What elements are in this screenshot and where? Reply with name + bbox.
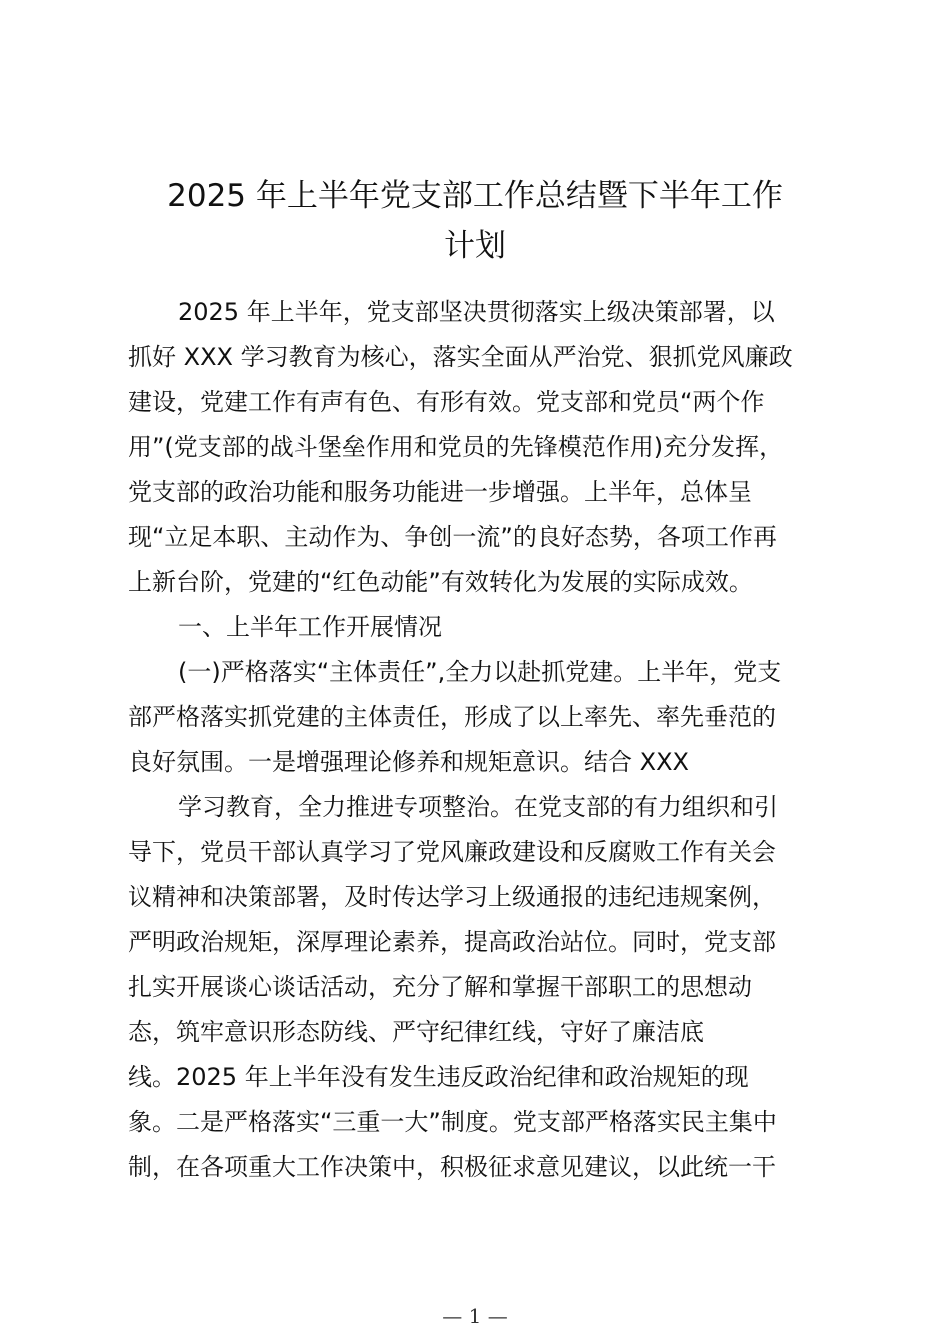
document-title-line-2: 计划 bbox=[444, 228, 506, 264]
body-line-6: 现“立足本职、主动作为、争创一流”的良好态势，各项工作再 bbox=[128, 523, 777, 551]
body-line-19: 象。二是严格落实“三重一大”制度。党支部严格落实民主集中 bbox=[128, 1108, 777, 1136]
body-line-17: 态，筑牢意识形态防线、严守纪律红线，守好了廉洁底 bbox=[128, 1018, 704, 1046]
body-line-20: 制，在各项重大工作决策中，积极征求意见建议，以此统一干 bbox=[128, 1153, 776, 1181]
body-line-12: 学习教育，全力推进专项整治。在党支部的有力组织和引 bbox=[178, 793, 778, 821]
body-line-7: 上新台阶，党建的“红色动能”有效转化为发展的实际成效。 bbox=[128, 568, 753, 596]
body-line-4: 用”(党支部的战斗堡垒作用和党员的先锋模范作用)充分发挥， bbox=[128, 433, 784, 461]
body-line-18: 线。2025 年上半年没有发生违反政治纪律和政治规矩的现 bbox=[128, 1063, 749, 1091]
body-line-16: 扎实开展谈心谈话活动，充分了解和掌握干部职工的思想动 bbox=[128, 973, 752, 1001]
section-heading: 一、上半年工作开展情况 bbox=[178, 613, 442, 641]
body-line-1: 2025 年上半年，党支部坚决贯彻落实上级决策部署，以 bbox=[178, 298, 775, 326]
body-line-5: 党支部的政治功能和服务功能进一步增强。上半年，总体呈 bbox=[128, 478, 752, 506]
document-title-line-1: 2025 年上半年党支部工作总结暨下半年工作 bbox=[167, 178, 783, 214]
body-line-14: 议精神和决策部署，及时传达学习上级通报的违纪违规案例， bbox=[128, 883, 776, 911]
body-line-9: (一)严格落实“主体责任”,全力以赴抓党建。上半年，党支 bbox=[178, 658, 782, 686]
body-line-10: 部严格落实抓党建的主体责任，形成了以上率先、率先垂范的 bbox=[128, 703, 776, 731]
body-line-3: 建设，党建工作有声有色、有形有效。党支部和党员“两个作 bbox=[128, 388, 765, 416]
body-line-13: 导下，党员干部认真学习了党风廉政建设和反腐败工作有关会 bbox=[128, 838, 776, 866]
page-number: — 1 — bbox=[442, 1304, 508, 1328]
body-line-2: 抓好 XXX 学习教育为核心，落实全面从严治党、狠抓党风廉政 bbox=[128, 343, 793, 371]
body-line-11: 良好氛围。一是增强理论修养和规矩意识。结合 XXX bbox=[128, 748, 689, 776]
body-line-15: 严明政治规矩，深厚理论素养，提高政治站位。同时，党支部 bbox=[128, 928, 776, 956]
